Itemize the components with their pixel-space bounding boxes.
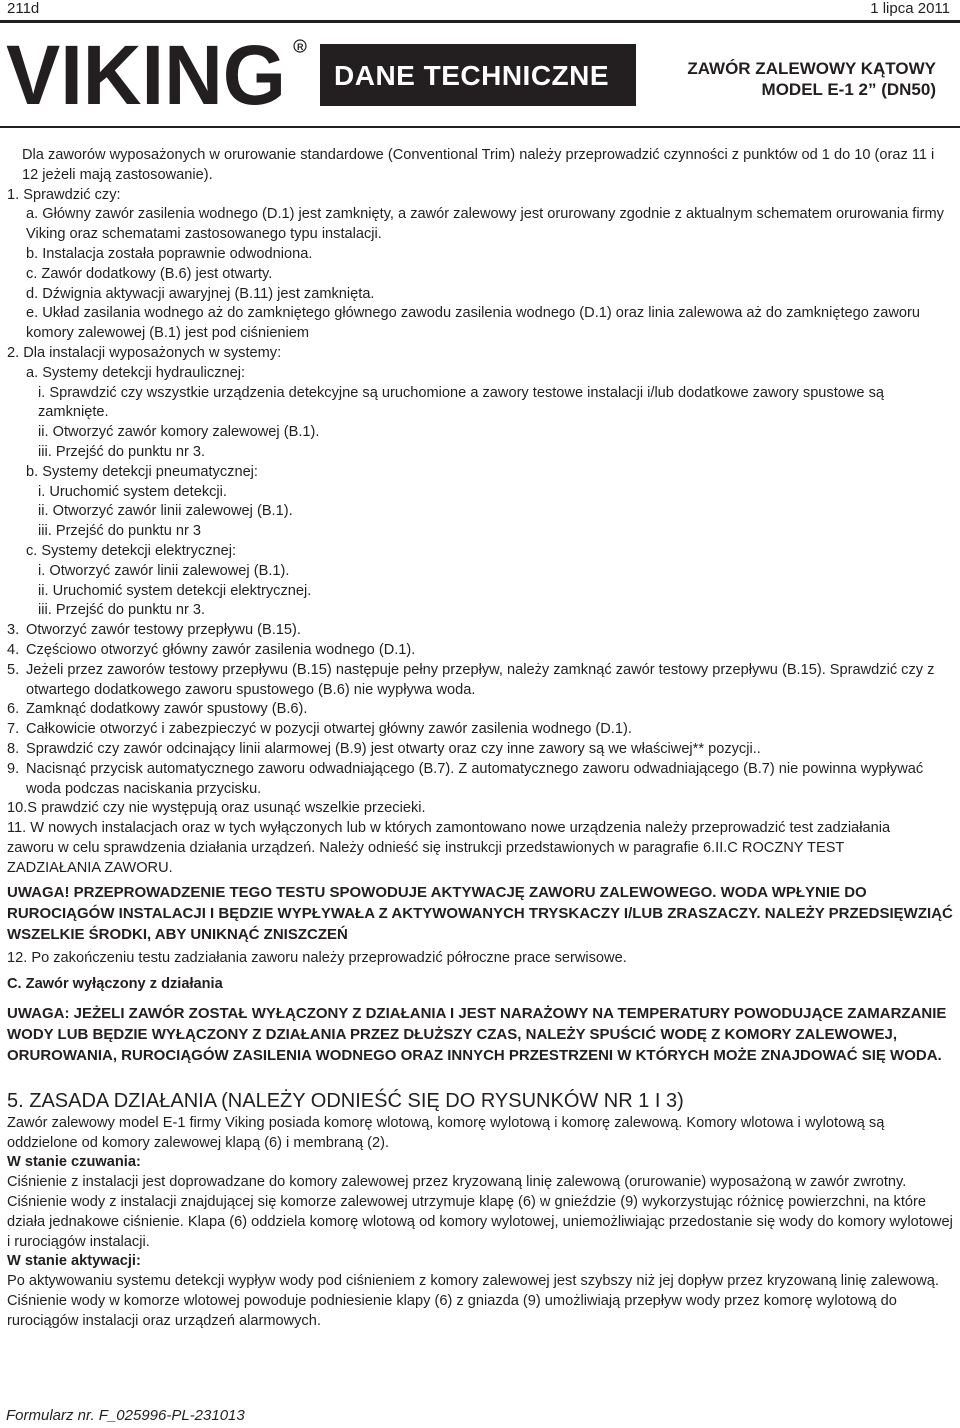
model-line-2: MODEL E-1 2” (DN50) — [761, 80, 936, 99]
step-2c-ii: ii. Uruchomić system detekcji elektrycznej. — [38, 582, 312, 599]
step-2c-iii: iii. Przejść do punktu nr 3. — [38, 602, 206, 619]
step-1b: b. Instalacja została poprawnie odwodniona. — [26, 245, 313, 262]
document-body — [0, 146, 960, 1332]
step-3: 3. Otworzyć zawór testowy przepływu (B.15). — [7, 622, 301, 639]
title-band — [320, 44, 636, 106]
step-6: 6. Zamknąć dodatkowy zawór spustowy (B.6). — [7, 701, 308, 718]
band-title: DANE TECHNICZNE — [334, 60, 610, 91]
section-c-heading: C. Zawór wyłączony z działania — [7, 976, 223, 993]
standby-paragraph: Ciśnienie z instalacji jest doprowadzane do komory zalewowej przez kryzowaną linię zalewową (orurowanie) wyposażoną w zawór zwrotny. Ciśnienie wody z instalacji znajdującej się komorze zalewowej utrzymuje klapę (6) w gnieździe (9) wykorzystując różnicę powierzchni, na które działa jednakowe ciśnienie. Klapa (6) oddziela komorę wlotową od komory wylotowej, uniemożliwiając przedostanie się wody do komory wylotowej i rurociągów instalacji. — [7, 1174, 953, 1250]
intro-paragraph: Dla zaworów wyposażonych w orurowanie standardowe (Conventional Trim) należy przeprowadzić czynności z punktów od 1 do 10 (oraz 11 i 12 jeżeli mają zastosowanie). — [22, 147, 935, 183]
step-2b-i: i. Uruchomić system detekcji. — [38, 483, 227, 500]
step-8: 8. Sprawdzić czy zawór odcinający linii alarmowej (B.9) jest otwarty oraz czy inne zawory są we właściwej** pozycji.. — [7, 740, 761, 757]
step-2a-iii: iii. Przejść do punktu nr 3. — [38, 443, 206, 460]
section-5-paragraph: Zawór zalewowy model E-1 firmy Viking posiada komorę wlotową, komorę wylotową i komorę zalewową. Komory wlotowa i wylotową są oddzielone od komory zalewowej klapą (6) i membraną (2). — [7, 1114, 885, 1151]
step-5: 5. Jeżeli przez zaworów testowy przepływu (B.15) następuje pełny przepływ, należy zamknąć zawór testowy przepływu (B.15). Sprawdzić czy z otwartego dodatkowego zaworu spustowego (B.6) nie wypływa woda. — [7, 661, 935, 698]
warning-test: UWAGA! PRZEPROWADZENIE TEGO TESTU SPOWODUJE AKTYWACJĘ ZAWORU ZALEWOWEGO. WODA WPŁYNIE DO RUROCIĄGÓW INSTALACJI I BĘDZIE WYPŁYWAŁA Z AKTYWOWANYCH TRYSKACZY I/LUB ZRASZACZY. NALEŻY PRZEDSIĘWZIĄĆ WSZELKIE ŚRODKI, ABY UNIKNĄĆ ZNISZCZEŃ — [7, 884, 953, 944]
form-number: Formularz nr. F_025996-PL-231013 — [6, 1407, 245, 1424]
step-1-heading: 1. Sprawdzić czy: — [7, 186, 121, 203]
step-10: 10.S prawdzić czy nie występują oraz usunąć wszelkie przecieki. — [7, 800, 426, 817]
step-2a-ii: ii. Otworzyć zawór komory zalewowej (B.1). — [38, 424, 320, 441]
step-1e: e. Układ zasilania wodnego aż do zamkniętego głównego zawodu zasilenia wodnego (D.1) oraz linia zalewowa aż do zamkniętego zaworu komory zalewowej (B.1) jest pod ciśnieniem — [26, 305, 920, 342]
step-2b: b. Systemy detekcji pneumatycznej: — [26, 463, 258, 480]
step-11: 11. W nowych instalacjach oraz w tych wyłączonych lub w których zamontowano nowe urządzenia należy przeprowadzić test zadziałania zaworu w celu sprawdzenia działania urządzeń. Należy odnieść się instrukcji przedstawionych w paragrafie 6.II.C ROCZNY TEST ZADZIAŁANIA ZAWORU. — [7, 820, 891, 876]
step-4: 4. Częściowo otworzyć główny zawór zasilenia wodnego (D.1). — [7, 641, 416, 658]
logo-wordmark: VIKING — [6, 38, 286, 110]
standby-heading: W stanie czuwania: — [7, 1154, 141, 1171]
step-1c: c. Zawór dodatkowy (B.6) jest otwarty. — [26, 265, 273, 282]
section-5-heading: 5. ZASADA DZIAŁANIA (NALEŻY ODNIEŚĆ SIĘ DO RYSUNKÓW NR 1 I 3) — [7, 1090, 684, 1113]
document-date: 1 lipca 2011 — [870, 0, 950, 17]
step-1a: a. Główny zawór zasilenia wodnego (D.1) jest zamknięty, a zawór zalewowy jest orurowany zgodnie z aktualnym schematem orurowania firmy Viking oraz schematami zastosowanego typu instalacji. — [26, 206, 944, 243]
header-rule — [0, 126, 960, 128]
top-rule — [0, 20, 960, 23]
activation-paragraph: Po aktywowaniu systemu detekcji wypływ wody pod ciśnieniem z komory zalewowej jest szybszy niż jej dopływ przez kryzowaną linię zalewową. Ciśnienie wody w komorze wlotowej powoduje podniesienie klapy (6) z gniazda (9) umożliwiają przepływ wody przez komorę wylotową do rurociągów instalacji oraz urządzeń alarmowych. — [7, 1273, 939, 1329]
step-2c-i: i. Otworzyć zawór linii zalewowej (B.1). — [38, 562, 290, 579]
step-12: 12. Po zakończeniu testu zadziałania zaworu należy przeprowadzić półroczne prace serwisowe. — [7, 950, 627, 967]
viking-logo — [4, 38, 310, 110]
step-9: 9. Nacisnąć przycisk automatycznego zaworu odwadniającego (B.7). Z automatycznego zaworu odwadniającego (B.7) nie powinna wypływać woda podczas naciskania przycisku. — [7, 760, 924, 797]
step-2a: a. Systemy detekcji hydraulicznej: — [26, 364, 245, 381]
step-2a-i: i. Sprawdzić czy wszystkie urządzenia detekcyjne są uruchomione a zawory testowe instalacji i/lub dodatkowe zawory spustowe są zamknięte. — [38, 384, 885, 421]
warning-out-of-service: UWAGA: JEŻELI ZAWÓR ZOSTAŁ WYŁĄCZONY Z DZIAŁANIA I JEST NARAŻOWY NA TEMPERATURY POWODUJĄCE ZAMARZANIE WODY LUB BĘDZIE WYŁĄCZONY Z DZIAŁANIA PRZEZ DŁUŻSZY CZAS, NALEŻY SPUŚCIĆ WODĘ Z KOMORY ZALEWOWEJ, ORUROWANIA, RUROCIĄGÓW ZASILENIA WODNEGO ORAZ INNYCH PRZESTRZENI W KTÓRYCH MOŻE ZNAJDOWAĆ SIĘ WODA. — [7, 1005, 947, 1065]
model-line-1: ZAWÓR ZALEWOWY KĄTOWY — [687, 59, 936, 78]
step-2-heading: 2. Dla instalacji wyposażonych w systemy: — [7, 344, 282, 361]
step-1d: d. Dźwignia aktywacji awaryjnej (B.11) jest zamknięta. — [26, 285, 375, 302]
step-2c: c. Systemy detekcji elektrycznej: — [26, 542, 237, 559]
step-7: 7. Całkowicie otworzyć i zabezpieczyć w pozycji otwartej główny zawór zasilenia wodnego (D.1). — [7, 721, 632, 738]
activation-heading: W stanie aktywacji: — [7, 1253, 141, 1270]
step-2b-iii: iii. Przejść do punktu nr 3 — [38, 523, 202, 540]
top-line — [0, 0, 960, 20]
svg-text:R: R — [297, 42, 304, 52]
step-2b-ii: ii. Otworzyć zawór linii zalewowej (B.1). — [38, 503, 293, 520]
model-title — [687, 58, 936, 100]
document-code: 211d — [7, 0, 40, 17]
